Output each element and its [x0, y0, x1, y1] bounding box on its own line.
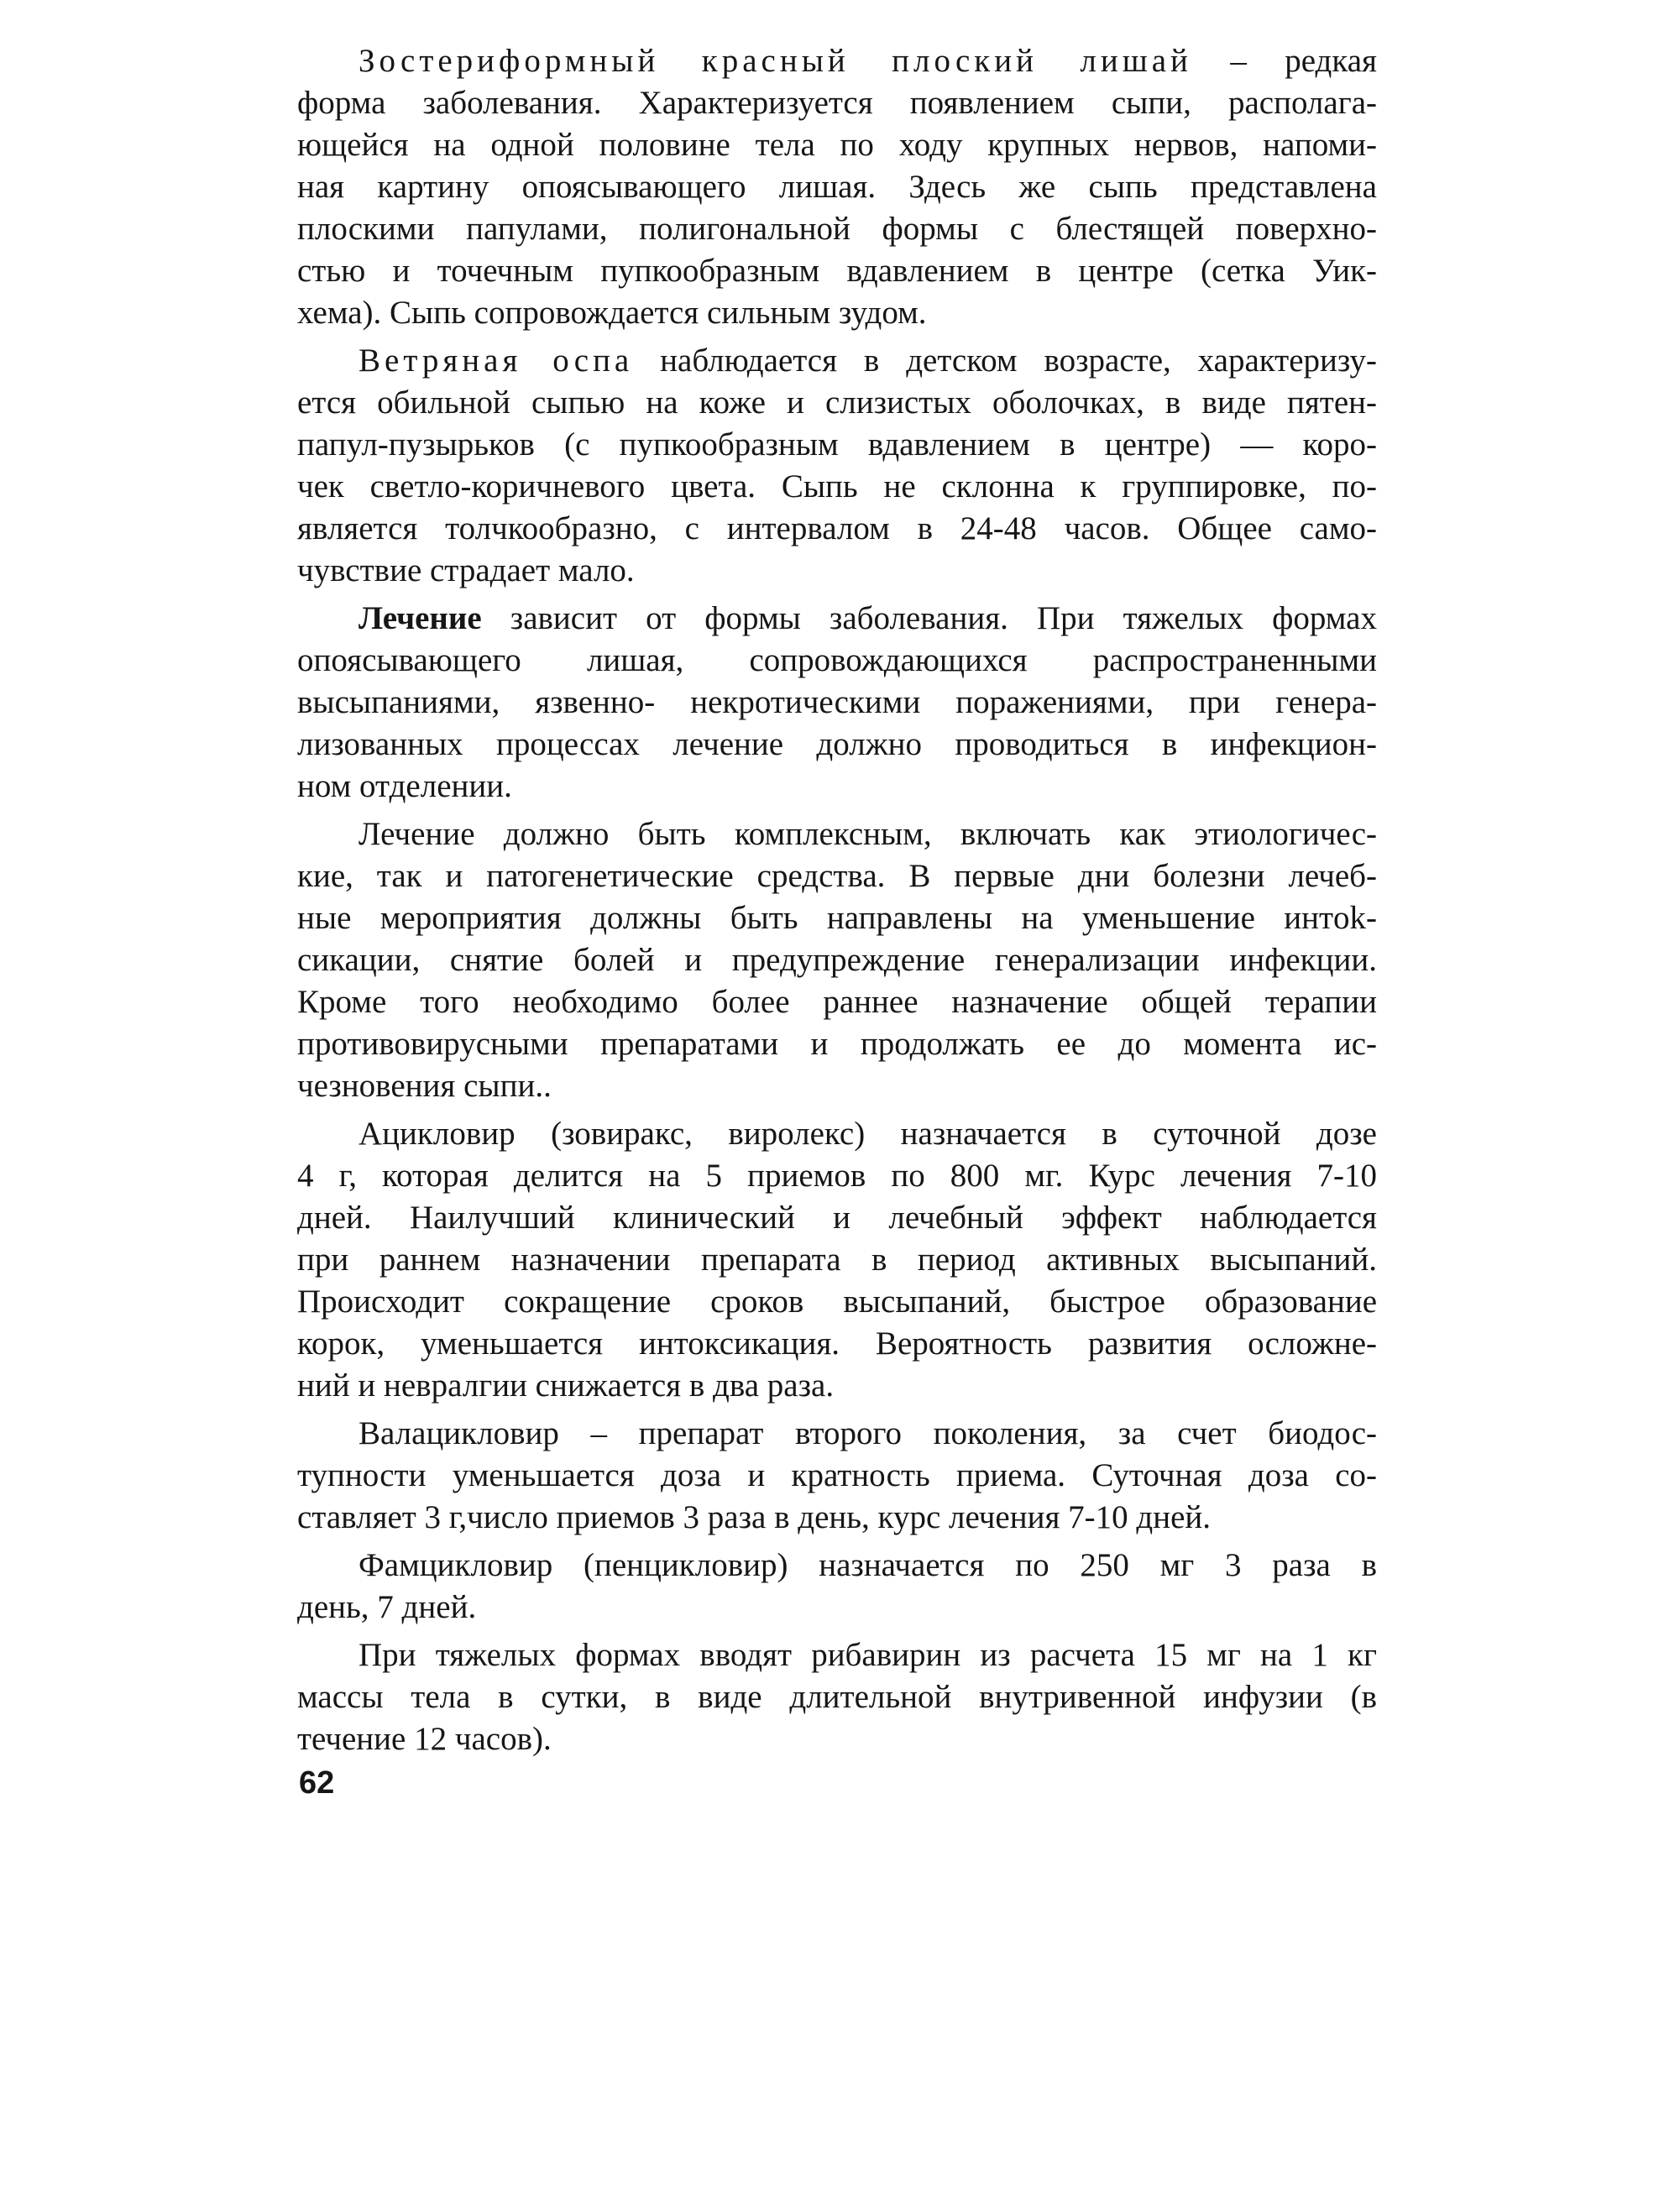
text-line: ном отделении.	[297, 768, 512, 804]
text-line: чувствие страдает мало.	[297, 552, 635, 588]
text-line: является толчкообразно, с интервалом в 24-48 часов. Общее само-	[297, 510, 1377, 546]
text-line: Ацикловир (зовиракс, виролекс) назначается в суточной дозе	[359, 1116, 1377, 1152]
text-line: хема). Сыпь сопровождается сильным зудом.	[297, 295, 927, 331]
text-line: Лечение должно быть комплексным, включать как этиологичес-	[359, 816, 1377, 852]
term-chickenpox: Ветряная оспа	[359, 342, 634, 379]
term-zosteriform-lichen: Зостериформный красный плоский лишай	[359, 43, 1192, 79]
text-line: дней. Наилучший клинический и лечебный эффект наблюдается	[297, 1200, 1377, 1236]
text-line: лизованных процессах лечение должно проводиться в инфекцион-	[297, 726, 1377, 762]
paragraph-chickenpox	[297, 340, 1377, 592]
text-fragment: – редкая	[1191, 43, 1377, 79]
text-line: форма заболевания. Характеризуется появлением сыпи, располага-	[297, 85, 1377, 121]
text-line: тупности уменьшается доза и кратность приема. Суточная доза со-	[297, 1457, 1377, 1493]
text-line: ная картину опоясывающего лишая. Здесь же сыпь представлена	[297, 169, 1377, 205]
paragraph-famciclovir	[297, 1545, 1377, 1629]
text-line: день, 7 дней.	[297, 1589, 477, 1625]
text-line: чек светло-коричневого цвета. Сыпь не склонна к группировке, по-	[297, 468, 1377, 505]
text-line: кие, так и патогенетические средства. В первые дни болезни лечеб-	[297, 858, 1377, 894]
text-line	[297, 598, 1377, 640]
text-fragment: зависит от формы заболевания. При тяжелых формах	[481, 600, 1377, 636]
paragraph-complex-treatment	[297, 813, 1377, 1107]
text-line: массы тела в сутки, в виде длительной внутривенной инфузии (в	[297, 1679, 1377, 1715]
text-line: ющейся на одной половине тела по ходу крупных нервов, напоми-	[297, 127, 1377, 163]
paragraph-acyclovir	[297, 1113, 1377, 1407]
text-line: ется обильной сыпью на коже и слизистых оболочках, в виде пятен-	[297, 384, 1377, 421]
text-line	[297, 340, 1377, 382]
text-line: опоясывающего лишая, сопровождающихся распространенными	[297, 642, 1377, 678]
text-line: течение 12 часов).	[297, 1721, 552, 1757]
text-line: Происходит сокращение сроков высыпаний, быстрое образование	[297, 1284, 1377, 1320]
text-fragment: наблюдается в детском возрасте, характеризу-	[633, 342, 1377, 379]
text-line: Фамцикловир (пенцикловир) назначается по 250 мг 3 раза в	[359, 1547, 1377, 1583]
text-line: Валацикловир – препарат второго поколения, за счет биодос-	[359, 1415, 1377, 1451]
paragraph-valacyclovir	[297, 1413, 1377, 1539]
text-line: При тяжелых формах вводят рибавирин из расчета 15 мг на 1 кг	[359, 1637, 1377, 1673]
text-line: плоскими папулами, полигональной формы с блестящей поверхно-	[297, 211, 1377, 247]
text-line	[297, 40, 1377, 82]
text-line: чезновения сыпи..	[297, 1068, 552, 1104]
heading-treatment: Лечение	[359, 600, 482, 636]
text-line: при раннем назначении препарата в период активных высыпаний.	[297, 1242, 1377, 1278]
text-line: стью и точечным пупкообразным вдавлением в центре (сетка Уик-	[297, 253, 1377, 289]
text-line: корок, уменьшается интоксикация. Вероятность развития осложне-	[297, 1325, 1377, 1362]
text-line: 4 г, которая делится на 5 приемов по 800 мг. Курс лечения 7-10	[297, 1158, 1377, 1194]
text-line: ний и невралгии снижается в два раза.	[297, 1367, 835, 1404]
page-number: 62	[299, 1765, 335, 1801]
text-line: высыпаниями, язвенно- некротическими поражениями, при генера-	[297, 684, 1377, 720]
text-line: папул-пузырьков (с пупкообразным вдавлением в центре) — коро-	[297, 426, 1377, 463]
document-page	[297, 40, 1377, 1766]
paragraph-ribavirin	[297, 1634, 1377, 1760]
text-line: Кроме того необходимо более раннее назначение общей терапии	[297, 984, 1377, 1020]
text-line: ные мероприятия должны быть направлены на уменьшение интok-	[297, 900, 1377, 936]
text-line: сикации, снятие болей и предупреждение генерализации инфекции.	[297, 942, 1377, 978]
paragraph-treatment-intro	[297, 598, 1377, 808]
text-line: противовирусными препаратами и продолжать ее до момента ис-	[297, 1026, 1377, 1062]
text-line: ставляет 3 г,число приемов 3 раза в день, курс лечения 7-10 дней.	[297, 1499, 1212, 1535]
paragraph-zosteriform-lichen	[297, 40, 1377, 334]
